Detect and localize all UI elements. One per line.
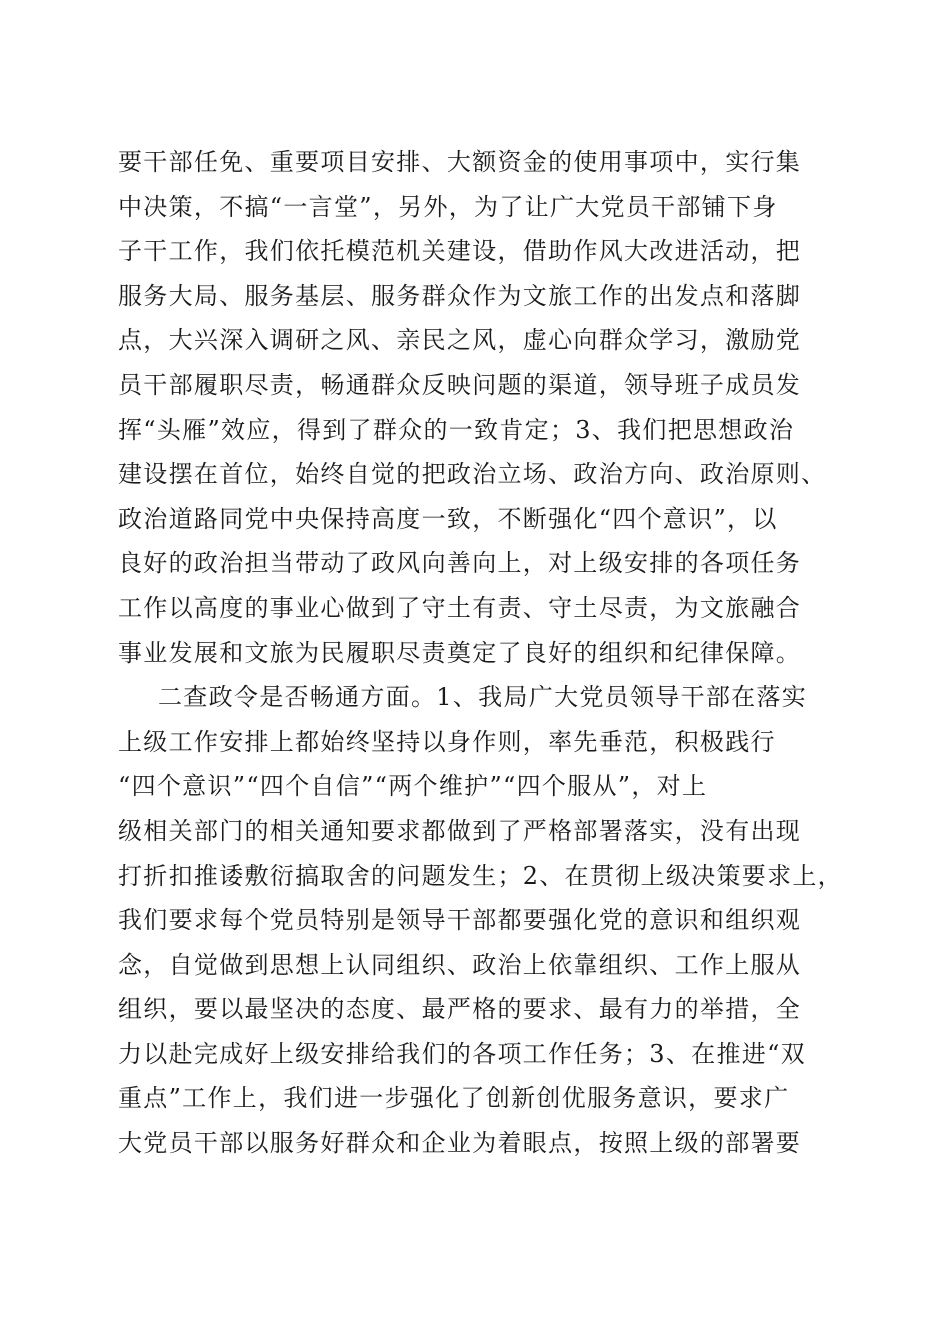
text-line: 我们要求每个党员特别是领导干部都要强化党的意识和组织观	[118, 906, 802, 935]
text-line: 念，自觉做到思想上认同组织、政治上依靠组织、工作上服从	[118, 950, 802, 979]
text-line: 工作以高度的事业心做到了守土有责、守土尽责，为文旅融合	[118, 593, 802, 622]
text-line: 大党员干部以服务好群众和企业为着眼点，按照上级的部署要	[118, 1129, 802, 1158]
text-line: 力以赴完成好上级安排给我们的各项工作任务；3、在推进“双	[118, 1039, 806, 1068]
text-line: 员干部履职尽责，畅通群众反映问题的渠道，领导班子成员发	[118, 370, 802, 399]
text-line: 点，大兴深入调研之风、亲民之风，虚心向群众学习，激励党	[118, 326, 802, 355]
text-line: 子干工作，我们依托模范机关建设，借助作风大改进活动，把	[118, 237, 802, 266]
text-line: 要干部任免、重要项目安排、大额资金的使用事项中，实行集	[118, 148, 802, 176]
text-line: 组织，要以最坚决的态度、最严格的要求、最有力的举措，全	[118, 995, 802, 1024]
text-line: 服务大局、服务基层、服务群众作为文旅工作的出发点和落脚	[118, 281, 802, 310]
text-line: 事业发展和文旅为民履职尽责奠定了良好的组织和纪律保障。	[118, 638, 802, 667]
text-line: 上级工作安排上都始终坚持以身作则，率先垂范，积极践行	[118, 727, 776, 756]
text-line: 打折扣推诿敷衍搞取舍的问题发生；2、在贯彻上级决策要求上，	[118, 861, 843, 890]
text-line: “四个意识”“四个自信”“两个维护”“四个服从”，对上	[118, 772, 708, 801]
paragraph-start-line: 二查政令是否畅通方面。1、我局广大党员领导干部在落实	[158, 683, 808, 712]
text-line: 政治道路同党中央保持高度一致，不断强化“四个意识”，以	[118, 504, 778, 533]
text-line: 级相关部门的相关通知要求都做到了严格部署落实，没有出现	[118, 816, 802, 845]
text-line: 良好的政治担当带动了政风向善向上，对上级安排的各项任务	[118, 549, 802, 578]
text-line: 中决策，不搞“一言堂”，另外，为了让广大党员干部铺下身	[118, 192, 778, 221]
body-text	[118, 140, 843, 1166]
text-line: 建设摆在首位，始终自觉的把政治立场、政治方向、政治原则、	[118, 460, 827, 489]
text-line: 挥“头雁”效应，得到了群众的一致肯定；3、我们把思想政治	[118, 415, 795, 444]
text-line: 重点”工作上，我们进一步强化了创新创优服务意识，要求广	[118, 1084, 790, 1113]
